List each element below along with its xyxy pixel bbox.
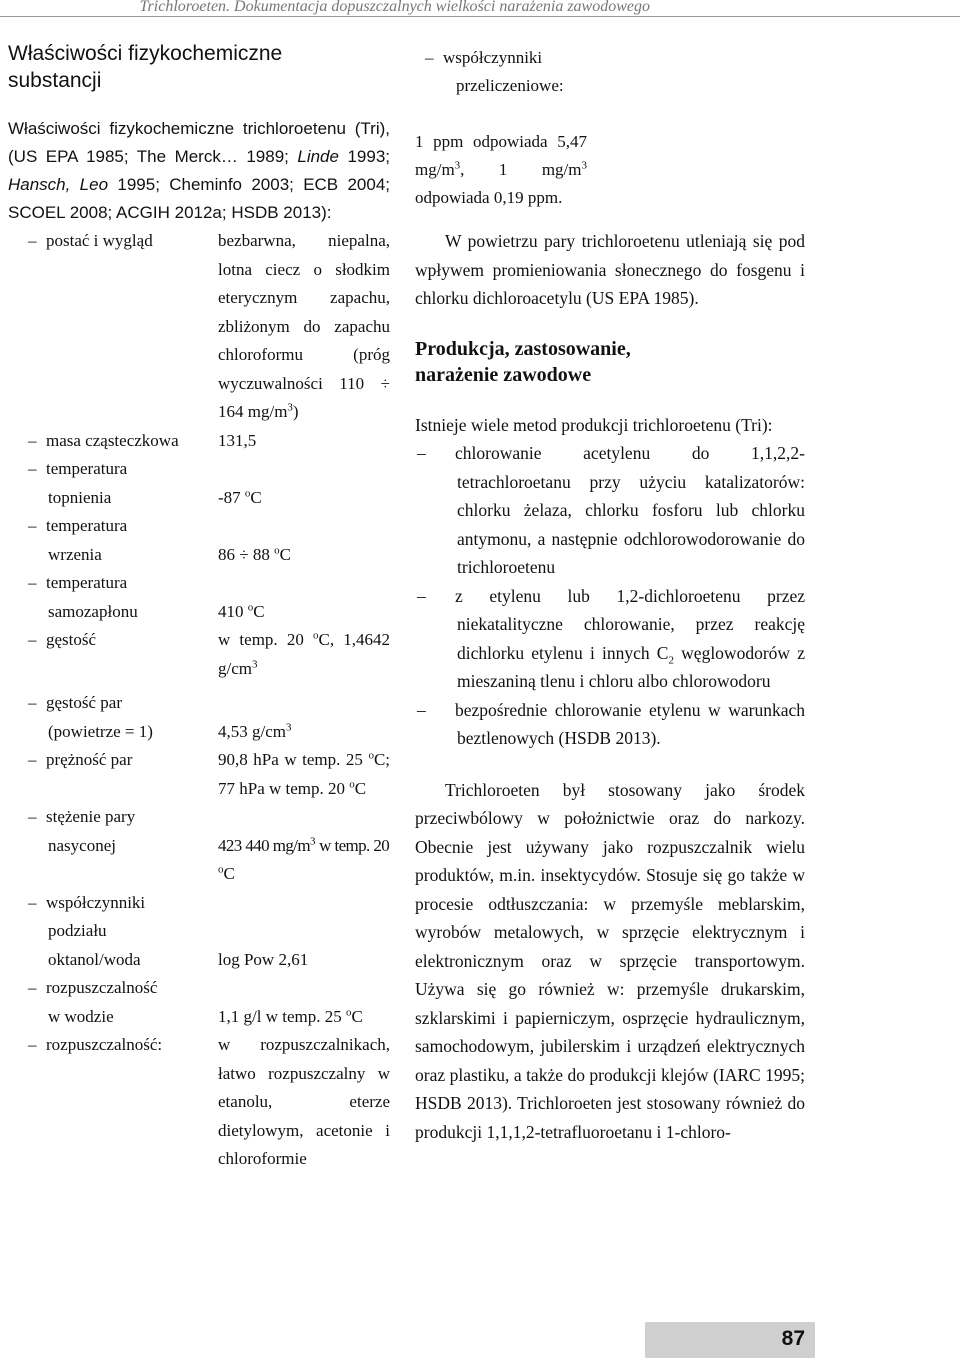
production-intro: Istnieje wiele metod produkcji trichloroetenu (Tri): (415, 414, 773, 435)
prop-samozaplon: – temperatura samozapłonu 410 $^o$C (28, 573, 265, 621)
prop-stezenie: – stężenie pary nasyconej 423 440 $mg/m^3$ w temp. 20 $^o$C (28, 807, 390, 883)
section-title-production: Produkcja, zastosowanie, narażenie zawodowe (415, 337, 631, 386)
prop-wspolczynniki: – współczynniki przeliczeniowe: 1 ppm odpowiada 5,47 $mg/m^3$, 1 $mg/m^3$ odpowiada 0,19 ppm. (415, 48, 587, 207)
properties-intro: Właściwości fizykochemiczne trichloroetenu (Tri), (US EPA 1985; The Merck… 1989; Linde 1993; Hansch, Leo 1995; Cheminfo 2003; ECB 2004; SCOEL 2008; ACGIH 2012a; HSDB 2013): (8, 119, 391, 222)
prop-rozpuszczalnosc: – rozpuszczalność: w rozpuszczalnikach, łatwo rozpuszczalny w etanolu, eterze dietylowym, acetonie i chloroformie (28, 1035, 390, 1168)
left-column (8, 40, 400, 1174)
prop-preznosc: – prężność par 90,8 hPa w temp. 25 $^o$C; 77 hPa w temp. 20 $^o$C (28, 749, 390, 798)
prop-rozp-woda: – rozpuszczalność w wodzie 1,1 g/l w temp. 25 $^o$C (28, 978, 363, 1026)
prop-wrzenie: – temperatura wrzenia 86 ÷ 88 $^o$C (28, 516, 291, 564)
prop-topnienie: – temperatura topnienia -87 $^o$C (28, 459, 262, 507)
method-3: – bezpośrednie chlorowanie etylenu w warunkach beztlenowych (HSDB 2013). (417, 699, 805, 748)
running-title: Trichloroeten. Dokumentacja dopuszczalnych wielkości narażenia zawodowego (139, 0, 650, 15)
properties-list (8, 227, 400, 1174)
prop-podzial: – współczynniki podziału oktanol/woda log Pow 2,61 (28, 892, 309, 969)
running-header (0, 0, 960, 16)
paragraph-use: Trichloroeten był stosowany jako środek przeciwbólowy w położnictwie oraz do narkozy. Obecnie jest używany jako rozpuszczalnik wielu produktów, m.in. insektycydów. Stosuje się go także w procesie odtłuszczania: w przemyśle meblarskim, wyrobów metalowych, w sprzęcie elektrycznym i elektronicznym oraz w sprzęcie transportowym. Używa się go również w: przemyśle drukarskim, szklarskimi i papierniczym, osprzęcie hydraulicznym, samochodowym, jubilerskim i urządzeń elektrycznych oraz plastiku, a także do produkcji klejów (IARC 1995; HSDB 2013). Trichloroeten jest stosowany również do produkcji 1,1,1,2-tetrafluoroetanu i 1-chloro- (415, 779, 805, 1142)
prop-gestosc-par: – gęstość par (powietrze = 1) 4,53 $g/cm^3$ (28, 693, 292, 741)
paragraph-air: W powietrzu pary trichloroetenu utleniają się pod wpływem promieniowania słonecznego do fosgenu i chlorku dichloroacetylu (US EPA 1985). (415, 231, 805, 308)
method-1: – chlorowanie acetylenu do 1,1,2,2-tetrachloroetanu przy użyciu katalizatorów: chlorku żelaza, chlorku fosforu lub chlorku antymonu, a następnie odchlorowodorowanie do trichloroetenu (417, 443, 805, 577)
header-rule (0, 16, 960, 17)
prop-postac: – postać i wygląd bezbarwna, niepalna, lotna ciecz o słodkim eterycznym zapachu, zbliżonym do zapachu chloroformu (próg wyczuwalności 110 ÷ 164 $mg/m^3$) (28, 231, 390, 421)
prop-masa: – masa cząsteczkowa 131,5 (28, 430, 257, 450)
right-column (415, 44, 805, 1146)
page-number-box (645, 1322, 815, 1358)
method-2: – z etylenu lub 1,2-dichloroetenu przez niekatalityczne chlorowanie, przez reakcję dichlorku etylenu i innych $C_2$ węglowodorów z mieszaniną tlenu i chloru albo chlorowodoru (417, 585, 805, 691)
section-title-properties: Właściwości fizykochemiczne substancji (8, 42, 283, 92)
page-number: 87 (781, 1327, 805, 1350)
prop-gestosc: – gęstość w temp. 20 $^o$C, 1,4642 $g/cm^3$ (28, 629, 390, 678)
